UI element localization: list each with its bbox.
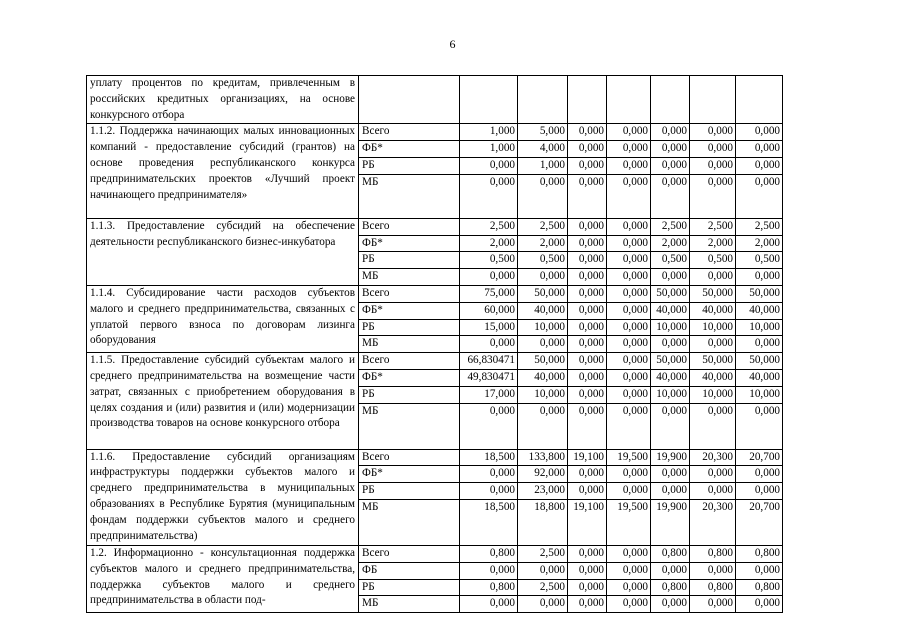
- amount-cell: 1,000: [518, 157, 568, 174]
- measure-description: 1.1.6. Предоставление субсидий организациям инфраструктуры поддержки субъектов малого и среднего предпринимательства в муниципальных образованиях в Республике Бурятия (муниципальным фондам поддержки субъектов малого и среднего предпринимательства): [87, 449, 359, 545]
- amount-cell: 19,900: [651, 499, 690, 545]
- amount-cell: 0,000: [607, 545, 651, 562]
- amount-cell: 0,000: [518, 174, 568, 218]
- funding-source: РБ: [359, 386, 460, 403]
- amount-cell: 0,000: [568, 336, 607, 353]
- amount-cell: 0,800: [690, 579, 736, 596]
- table-row: [87, 449, 783, 466]
- amount-cell: 0,000: [651, 174, 690, 218]
- amount-cell: 10,000: [518, 386, 568, 403]
- amount-cell: 0,000: [736, 562, 783, 579]
- amount-cell: 0,000: [460, 174, 518, 218]
- amount-cell: 20,300: [690, 499, 736, 545]
- amount-cell: 0,000: [518, 269, 568, 286]
- measure-description: уплату процентов по кредитам, привлеченным в российских кредитных организациях, на основе конкурсного отбора: [87, 76, 359, 124]
- amount-cell: 0,000: [568, 483, 607, 500]
- amount-cell: 0,000: [690, 403, 736, 449]
- amount-cell: 0,000: [460, 157, 518, 174]
- amount-cell: 0,000: [651, 124, 690, 141]
- amount-cell: 0,000: [607, 386, 651, 403]
- amount-cell: 0,000: [568, 562, 607, 579]
- amount-cell: 10,000: [690, 319, 736, 336]
- amount-cell: 0,000: [607, 174, 651, 218]
- amount-cell: 0,000: [568, 369, 607, 386]
- funding-source: МБ: [359, 336, 460, 353]
- amount-cell: 0,000: [690, 336, 736, 353]
- amount-cell: [607, 76, 651, 124]
- amount-cell: 40,000: [690, 302, 736, 319]
- amount-cell: 0,000: [651, 596, 690, 613]
- funding-source: Всего: [359, 218, 460, 235]
- amount-cell: 133,800: [518, 449, 568, 466]
- amount-cell: 0,000: [460, 336, 518, 353]
- amount-cell: 0,000: [568, 545, 607, 562]
- amount-cell: 40,000: [651, 369, 690, 386]
- amount-cell: 0,000: [651, 483, 690, 500]
- funding-source: РБ: [359, 483, 460, 500]
- amount-cell: 50,000: [690, 285, 736, 302]
- amount-cell: 5,000: [518, 124, 568, 141]
- amount-cell: 2,000: [460, 235, 518, 252]
- amount-cell: 50,000: [518, 353, 568, 370]
- amount-cell: 0,000: [736, 141, 783, 158]
- funding-source: ФБ*: [359, 369, 460, 386]
- amount-cell: 19,100: [568, 449, 607, 466]
- amount-cell: 0,000: [607, 124, 651, 141]
- amount-cell: 0,000: [651, 562, 690, 579]
- table-row: [87, 545, 783, 562]
- amount-cell: 0,000: [607, 157, 651, 174]
- amount-cell: 40,000: [736, 369, 783, 386]
- table-row: [87, 285, 783, 302]
- amount-cell: 0,000: [607, 218, 651, 235]
- amount-cell: 49,830471: [460, 369, 518, 386]
- table-row: [87, 76, 783, 124]
- amount-cell: 0,500: [736, 252, 783, 269]
- amount-cell: 0,000: [736, 466, 783, 483]
- amount-cell: 0,000: [690, 141, 736, 158]
- amount-cell: 2,500: [518, 579, 568, 596]
- amount-cell: [568, 76, 607, 124]
- measure-description: 1.2. Информационно - консультационная поддержка субъектов малого и среднего предпринимательства, поддержка субъектов малого и среднего предпринимательства в области под-: [87, 545, 359, 612]
- amount-cell: 50,000: [651, 285, 690, 302]
- amount-cell: 0,500: [518, 252, 568, 269]
- amount-cell: 2,000: [690, 235, 736, 252]
- amount-cell: 0,000: [651, 269, 690, 286]
- amount-cell: 2,000: [736, 235, 783, 252]
- amount-cell: 2,500: [518, 545, 568, 562]
- funding-source: ФБ*: [359, 141, 460, 158]
- amount-cell: 19,500: [607, 499, 651, 545]
- amount-cell: 0,000: [568, 174, 607, 218]
- amount-cell: 0,000: [518, 562, 568, 579]
- amount-cell: 2,000: [651, 235, 690, 252]
- amount-cell: 0,000: [690, 174, 736, 218]
- amount-cell: 0,000: [690, 596, 736, 613]
- amount-cell: 0,000: [607, 302, 651, 319]
- funding-source: МБ: [359, 269, 460, 286]
- funding-source: Всего: [359, 124, 460, 141]
- amount-cell: 0,000: [568, 319, 607, 336]
- amount-cell: 0,000: [568, 285, 607, 302]
- amount-cell: [651, 76, 690, 124]
- amount-cell: 10,000: [736, 386, 783, 403]
- amount-cell: 0,500: [460, 252, 518, 269]
- amount-cell: 0,000: [651, 403, 690, 449]
- amount-cell: 0,000: [460, 562, 518, 579]
- amount-cell: 0,000: [607, 285, 651, 302]
- amount-cell: 0,000: [568, 218, 607, 235]
- amount-cell: [690, 76, 736, 124]
- amount-cell: 0,800: [460, 545, 518, 562]
- amount-cell: 50,000: [651, 353, 690, 370]
- page-number: 6: [449, 37, 456, 51]
- amount-cell: 0,000: [568, 579, 607, 596]
- funding-source: РБ: [359, 579, 460, 596]
- funding-source: ФБ*: [359, 302, 460, 319]
- amount-cell: 0,000: [568, 596, 607, 613]
- amount-cell: [460, 76, 518, 124]
- amount-cell: 2,000: [518, 235, 568, 252]
- amount-cell: 50,000: [736, 285, 783, 302]
- amount-cell: 0,000: [651, 157, 690, 174]
- amount-cell: 20,300: [690, 449, 736, 466]
- amount-cell: 40,000: [690, 369, 736, 386]
- funding-source: ФБ*: [359, 466, 460, 483]
- funding-source: Всего: [359, 545, 460, 562]
- amount-cell: 0,000: [690, 157, 736, 174]
- amount-cell: 0,000: [607, 403, 651, 449]
- measure-description: 1.1.3. Предоставление субсидий на обеспечение деятельности республиканского бизнес-инкубатора: [87, 218, 359, 285]
- amount-cell: 75,000: [460, 285, 518, 302]
- budget-table: [86, 75, 783, 613]
- measure-description: 1.1.2. Поддержка начинающих малых инновационных компаний - предоставление субсидий (грантов) на основе проведения республиканского конкурса предпринимательских проектов «Лучший проект начинающего предпринимателя»: [87, 124, 359, 218]
- amount-cell: 0,000: [460, 596, 518, 613]
- amount-cell: 0,000: [607, 562, 651, 579]
- amount-cell: 17,000: [460, 386, 518, 403]
- amount-cell: 0,000: [607, 141, 651, 158]
- amount-cell: 0,000: [460, 269, 518, 286]
- amount-cell: 0,000: [690, 562, 736, 579]
- funding-source: Всего: [359, 285, 460, 302]
- amount-cell: 0,000: [607, 336, 651, 353]
- amount-cell: 40,000: [651, 302, 690, 319]
- amount-cell: 0,000: [568, 466, 607, 483]
- table-row: [87, 353, 783, 370]
- amount-cell: 0,800: [736, 545, 783, 562]
- amount-cell: 1,000: [460, 141, 518, 158]
- amount-cell: 2,500: [460, 218, 518, 235]
- amount-cell: 0,000: [651, 466, 690, 483]
- amount-cell: 0,000: [518, 596, 568, 613]
- amount-cell: 0,000: [607, 466, 651, 483]
- amount-cell: 2,500: [651, 218, 690, 235]
- amount-cell: 0,000: [736, 269, 783, 286]
- amount-cell: 50,000: [736, 353, 783, 370]
- amount-cell: 0,500: [651, 252, 690, 269]
- amount-cell: 0,000: [607, 353, 651, 370]
- funding-source: РБ: [359, 157, 460, 174]
- amount-cell: 0,000: [568, 269, 607, 286]
- amount-cell: 18,500: [460, 449, 518, 466]
- amount-cell: 0,000: [568, 403, 607, 449]
- amount-cell: 0,000: [518, 336, 568, 353]
- amount-cell: 0,000: [460, 466, 518, 483]
- amount-cell: 40,000: [518, 369, 568, 386]
- amount-cell: 0,000: [518, 403, 568, 449]
- amount-cell: 0,800: [651, 545, 690, 562]
- amount-cell: 50,000: [690, 353, 736, 370]
- amount-cell: 20,700: [736, 499, 783, 545]
- funding-source: РБ: [359, 252, 460, 269]
- amount-cell: 20,700: [736, 449, 783, 466]
- funding-source: МБ: [359, 174, 460, 218]
- amount-cell: 10,000: [690, 386, 736, 403]
- measure-description: 1.1.5. Предоставление субсидий субъектам малого и среднего предпринимательства на возмещение части затрат, связанных с приобретением оборудования в целях создания и (или) развития и (или) модернизации производства товаров на основе конкурсного отбора: [87, 353, 359, 449]
- table-row: [87, 124, 783, 141]
- amount-cell: 0,000: [690, 466, 736, 483]
- funding-source: Всего: [359, 353, 460, 370]
- amount-cell: 0,000: [568, 302, 607, 319]
- amount-cell: 0,000: [736, 174, 783, 218]
- amount-cell: 0,000: [736, 124, 783, 141]
- amount-cell: 18,800: [518, 499, 568, 545]
- amount-cell: 0,000: [736, 596, 783, 613]
- amount-cell: 40,000: [518, 302, 568, 319]
- measure-description: 1.1.4. Субсидирование части расходов субъектов малого и среднего предпринимательства, связанных с уплатой первого взноса по договорам лизинга оборудования: [87, 285, 359, 352]
- amount-cell: 10,000: [651, 386, 690, 403]
- amount-cell: 92,000: [518, 466, 568, 483]
- amount-cell: 2,500: [518, 218, 568, 235]
- amount-cell: 10,000: [736, 319, 783, 336]
- amount-cell: 19,900: [651, 449, 690, 466]
- budget-table-body: [87, 76, 783, 613]
- amount-cell: 0,000: [736, 336, 783, 353]
- funding-source: ФБ*: [359, 235, 460, 252]
- amount-cell: 19,500: [607, 449, 651, 466]
- amount-cell: 0,000: [607, 369, 651, 386]
- amount-cell: 0,000: [690, 124, 736, 141]
- amount-cell: 0,000: [651, 141, 690, 158]
- amount-cell: 0,500: [690, 252, 736, 269]
- amount-cell: 19,100: [568, 499, 607, 545]
- amount-cell: 50,000: [518, 285, 568, 302]
- amount-cell: 0,000: [568, 124, 607, 141]
- amount-cell: 60,000: [460, 302, 518, 319]
- amount-cell: 0,000: [607, 483, 651, 500]
- amount-cell: 0,000: [568, 235, 607, 252]
- amount-cell: 0,000: [607, 235, 651, 252]
- amount-cell: 0,800: [736, 579, 783, 596]
- amount-cell: 0,000: [607, 596, 651, 613]
- amount-cell: 0,000: [736, 157, 783, 174]
- amount-cell: 15,000: [460, 319, 518, 336]
- amount-cell: 0,000: [736, 403, 783, 449]
- amount-cell: 2,500: [690, 218, 736, 235]
- amount-cell: 0,800: [460, 579, 518, 596]
- amount-cell: 4,000: [518, 141, 568, 158]
- funding-source: МБ: [359, 596, 460, 613]
- amount-cell: 0,000: [460, 483, 518, 500]
- amount-cell: 0,000: [460, 403, 518, 449]
- funding-source: МБ: [359, 403, 460, 449]
- amount-cell: 0,800: [651, 579, 690, 596]
- amount-cell: 0,000: [690, 483, 736, 500]
- funding-source: Всего: [359, 449, 460, 466]
- amount-cell: 0,800: [690, 545, 736, 562]
- amount-cell: 0,000: [568, 141, 607, 158]
- table-row: [87, 218, 783, 235]
- amount-cell: [518, 76, 568, 124]
- amount-cell: 10,000: [518, 319, 568, 336]
- amount-cell: 0,000: [568, 157, 607, 174]
- amount-cell: 0,000: [607, 252, 651, 269]
- amount-cell: 0,000: [568, 386, 607, 403]
- funding-source: [359, 76, 460, 124]
- amount-cell: 0,000: [651, 336, 690, 353]
- funding-source: ФБ: [359, 562, 460, 579]
- amount-cell: 1,000: [460, 124, 518, 141]
- amount-cell: 0,000: [607, 319, 651, 336]
- amount-cell: 0,000: [568, 252, 607, 269]
- amount-cell: 18,500: [460, 499, 518, 545]
- amount-cell: 0,000: [736, 483, 783, 500]
- amount-cell: [736, 76, 783, 124]
- funding-source: МБ: [359, 499, 460, 545]
- amount-cell: 0,000: [607, 269, 651, 286]
- amount-cell: 66,830471: [460, 353, 518, 370]
- amount-cell: 23,000: [518, 483, 568, 500]
- amount-cell: 0,000: [607, 579, 651, 596]
- amount-cell: 10,000: [651, 319, 690, 336]
- amount-cell: 40,000: [736, 302, 783, 319]
- amount-cell: 0,000: [690, 269, 736, 286]
- amount-cell: 0,000: [568, 353, 607, 370]
- funding-source: РБ: [359, 319, 460, 336]
- amount-cell: 2,500: [736, 218, 783, 235]
